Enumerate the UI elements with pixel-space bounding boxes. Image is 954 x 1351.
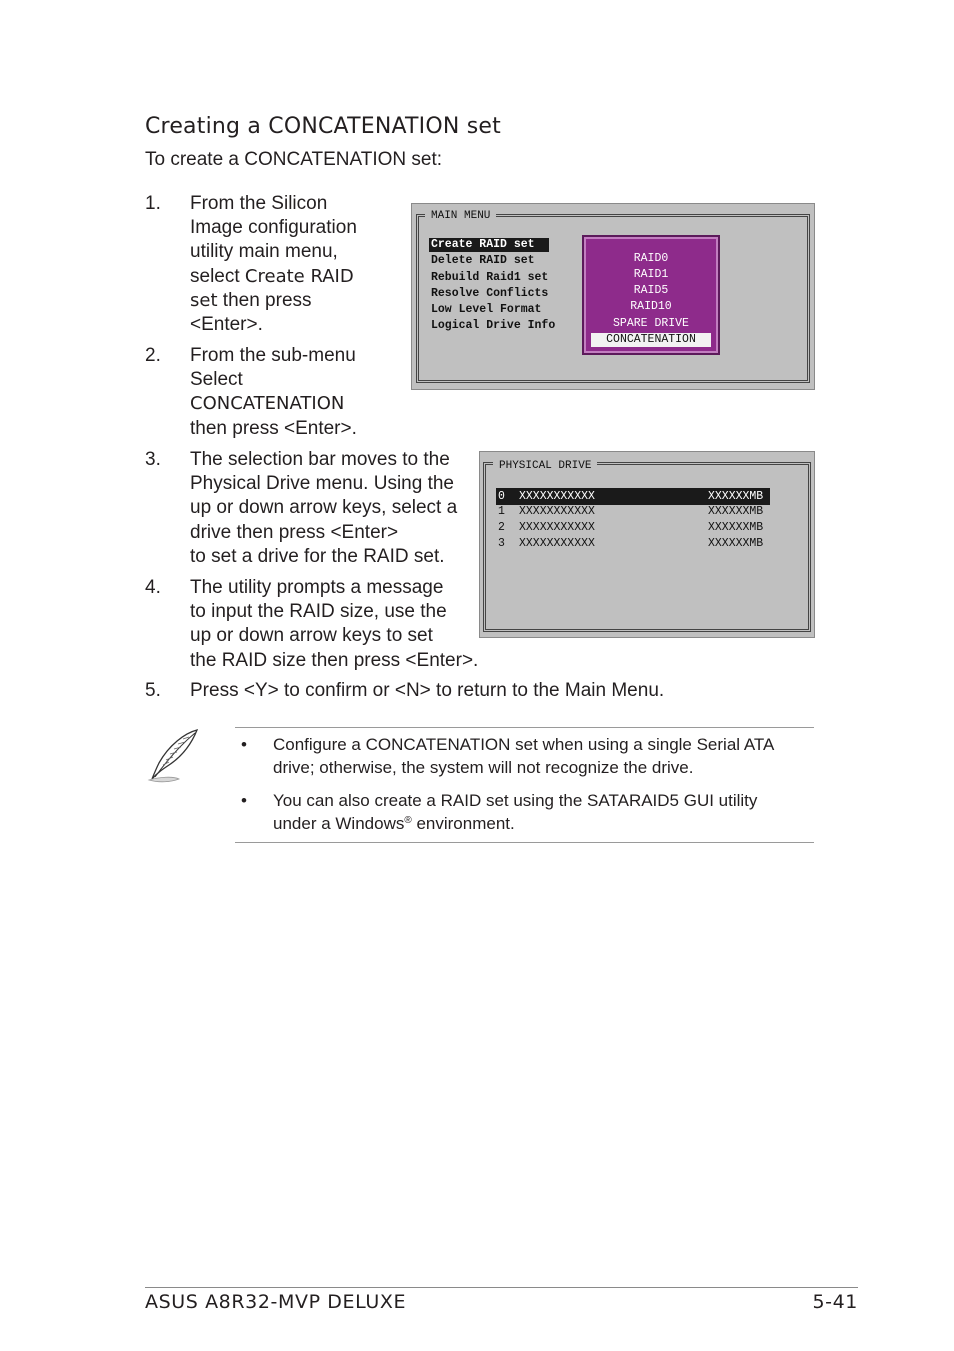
step-line: The selection bar moves to the (190, 449, 450, 470)
submenu-item-concatenation[interactable]: CONCATENATION (591, 333, 711, 347)
footer-product-name: ASUS A8R32-MVP DELUXE (145, 1291, 407, 1313)
submenu-item-spare-drive[interactable]: SPARE DRIVE (613, 317, 689, 330)
ui-term: set (190, 289, 218, 311)
drive-index: 2 (498, 521, 505, 534)
step-line: From the Silicon (190, 193, 328, 214)
step-number: 3. (145, 449, 161, 470)
step-line: <Enter>. (190, 314, 263, 336)
step-number: 1. (145, 193, 161, 214)
drive-name: XXXXXXXXXXX (519, 521, 595, 534)
drive-name: XXXXXXXXXXX (519, 490, 595, 503)
submenu-item-raid10[interactable]: RAID10 (630, 300, 672, 313)
registered-mark: ® (404, 814, 412, 826)
step-line: drive then press <Enter> (190, 521, 399, 543)
menu-item-rebuild-raid1-set[interactable]: Rebuild Raid1 set (431, 271, 549, 284)
step-line: Image configuration (190, 217, 357, 239)
step-line: Physical Drive menu. Using the (190, 473, 454, 495)
drive-size: XXXXXXMB (708, 490, 764, 503)
bullet-dot: • (241, 791, 247, 810)
footer-page-number: 5-41 (812, 1291, 858, 1313)
section-heading: Creating a CONCATENATION set (145, 114, 501, 139)
main-menu-screen (411, 203, 815, 390)
menu-item-create-raid-set[interactable]: Create RAID set (429, 238, 549, 252)
menu-item-resolve-conflicts[interactable]: Resolve Conflicts (431, 287, 549, 300)
menu-item-low-level-format[interactable]: Low Level Format (431, 303, 542, 316)
physical-drive-title: PHYSICAL DRIVE (493, 460, 597, 472)
main-menu-title: MAIN MENU (425, 210, 496, 222)
drive-row[interactable] (496, 488, 770, 505)
feather-pen-icon (145, 727, 203, 785)
menu-item-logical-drive-info[interactable]: Logical Drive Info (431, 319, 556, 332)
drive-size: XXXXXXMB (708, 521, 764, 534)
drive-row[interactable] (496, 537, 770, 607)
note-line: Configure a CONCATENATION set when using a single Serial ATA (273, 735, 775, 754)
physical-drive-screen (479, 451, 815, 638)
step-text: select (190, 265, 245, 287)
step-line: the RAID size then press <Enter>. (190, 649, 479, 671)
submenu-item-raid5[interactable]: RAID5 (633, 284, 669, 297)
step-line: up or down arrow keys to set (190, 625, 433, 647)
step-line: then press <Enter>. (190, 417, 357, 439)
footer-rule (145, 1287, 858, 1288)
step-line: From the sub-menu (190, 345, 356, 366)
ui-term: Create RAID (244, 265, 354, 287)
step-line: to set a drive for the RAID set. (190, 545, 445, 567)
note-top-rule (235, 727, 814, 728)
drive-index: 3 (498, 537, 505, 550)
step-line: The utility prompts a message (190, 577, 444, 598)
step-number: 5. (145, 680, 161, 701)
drive-size: XXXXXXMB (708, 537, 764, 550)
submenu-item-raid0[interactable]: RAID0 (633, 252, 669, 265)
note-bottom-rule (235, 842, 814, 843)
note-text: environment. (411, 813, 515, 833)
step-line: Press <Y> to confirm or <N> to return to the Main Menu. (190, 680, 665, 701)
step-text: then press (217, 289, 312, 311)
note-text: under a Windows (273, 813, 405, 833)
step-line: utility main menu, (190, 241, 338, 263)
ui-term: CONCATENATION (190, 393, 345, 415)
step-line: Select (190, 369, 243, 391)
drive-index: 1 (498, 505, 505, 518)
step-number: 4. (145, 577, 161, 598)
submenu-item-raid1[interactable]: RAID1 (633, 268, 669, 281)
note-line: You can also create a RAID set using the SATARAID5 GUI utility (273, 791, 758, 810)
step-line: up or down arrow keys, select a (190, 497, 458, 519)
drive-name: XXXXXXXXXXX (519, 505, 595, 518)
menu-item-delete-raid-set[interactable]: Delete RAID set (431, 254, 535, 267)
raid-level-submenu (582, 235, 720, 355)
note-line: drive; otherwise, the system will not recognize the drive. (273, 757, 694, 777)
step-number: 2. (145, 345, 161, 366)
drive-size: XXXXXXMB (708, 505, 764, 518)
intro-text: To create a CONCATENATION set: (145, 149, 443, 170)
step-line: to input the RAID size, use the (190, 601, 447, 623)
bullet-dot: • (241, 735, 247, 754)
drive-name: XXXXXXXXXXX (519, 537, 595, 550)
drive-index: 0 (498, 490, 505, 503)
